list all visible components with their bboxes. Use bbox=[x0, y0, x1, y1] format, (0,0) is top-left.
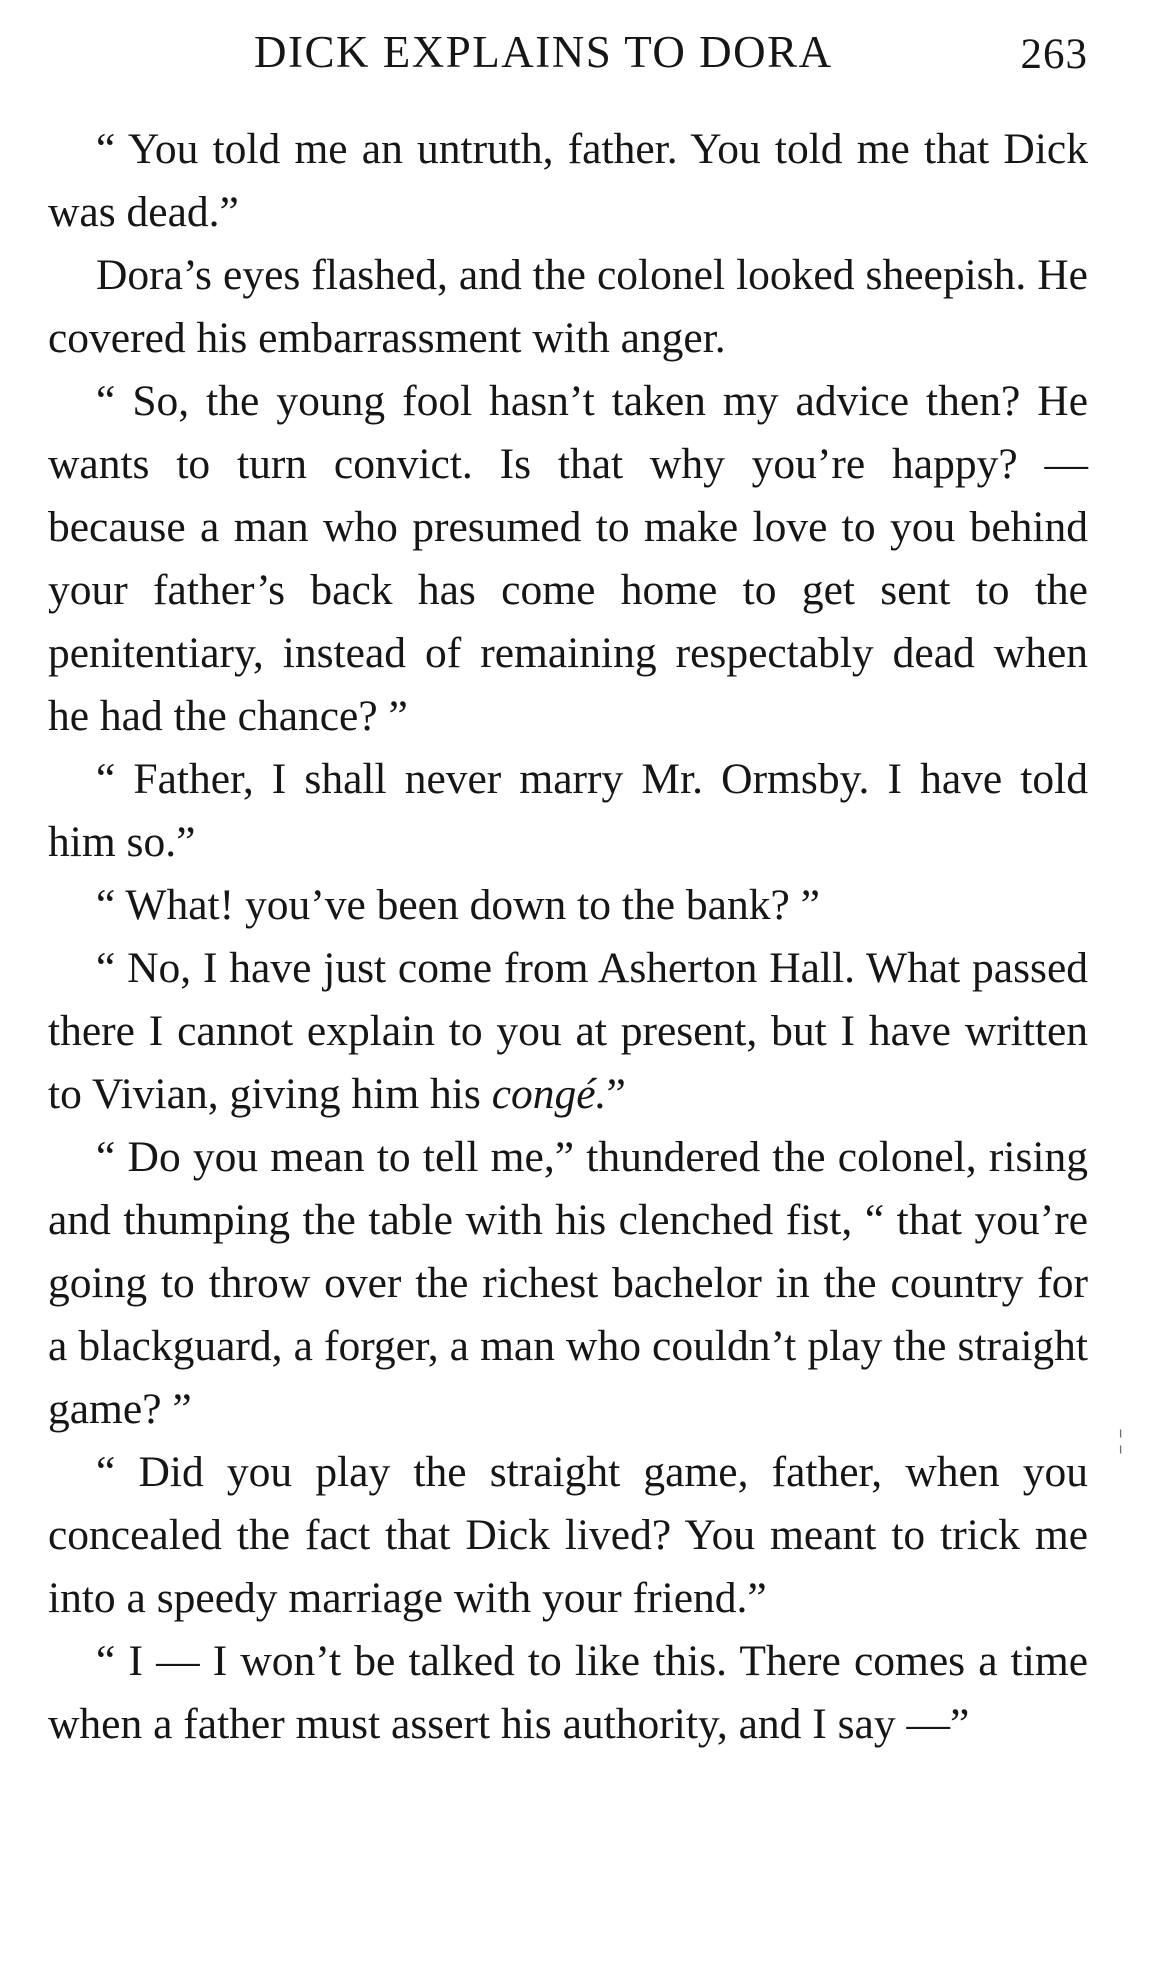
paragraph-dora-eyes: Dora’s eyes flashed, and the colonel looked sheepish. He covered his embarrassment with anger. bbox=[48, 251, 1088, 362]
paragraph-authority: “ I — I won’t be talked to like this. There comes a time when a father must assert his authority, and I say —” bbox=[48, 1637, 1088, 1748]
asherton-hall-text: “ No, I have just come from Asherton Hall. What passed there I cannot explain to you at present, but I have written to Vivian, giving him his bbox=[48, 944, 1088, 1118]
paragraph-straight-game: “ Did you play the straight game, father, when you concealed the fact that Dick lived? You meant to trick me into a speedy marriage with your friend.” bbox=[48, 1448, 1088, 1622]
conge-word: congé. bbox=[491, 1070, 607, 1118]
paragraph-bank: “ What! you’ve been down to the bank? ” bbox=[96, 881, 820, 929]
paragraph-thundered: “ Do you mean to tell me,” thundered the colonel, rising and thumping the table with his clenched fist, “ that you’re going to throw over the richest bachelor in the country for a blackguard, a forger, a man who couldn’t play the straight game? ” bbox=[48, 1133, 1088, 1433]
page-number: 263 bbox=[1020, 31, 1088, 78]
conge-closing-quote: ” bbox=[606, 1070, 626, 1118]
body-text bbox=[48, 118, 1088, 1756]
margin-mark: ¦ bbox=[1118, 1425, 1124, 1454]
paragraph-asherton-hall bbox=[48, 937, 1088, 1126]
paragraph-young-fool: “ So, the young fool hasn’t taken my advice then? He wants to turn convict. Is that why you’re happy? — because a man who presumed to make love to you behind your father’s back has come home to get sent to the penitentiary, instead of remaining respectably dead when he had the chance? ” bbox=[48, 377, 1088, 740]
paragraph-untruth: “ You told me an untruth, father. You told me that Dick was dead.” bbox=[48, 125, 1088, 236]
running-title: DICK EXPLAINS TO DORA bbox=[254, 27, 833, 77]
paragraph-never-marry: “ Father, I shall never marry Mr. Ormsby. I have told him so.” bbox=[48, 755, 1088, 866]
running-head bbox=[48, 26, 1088, 96]
